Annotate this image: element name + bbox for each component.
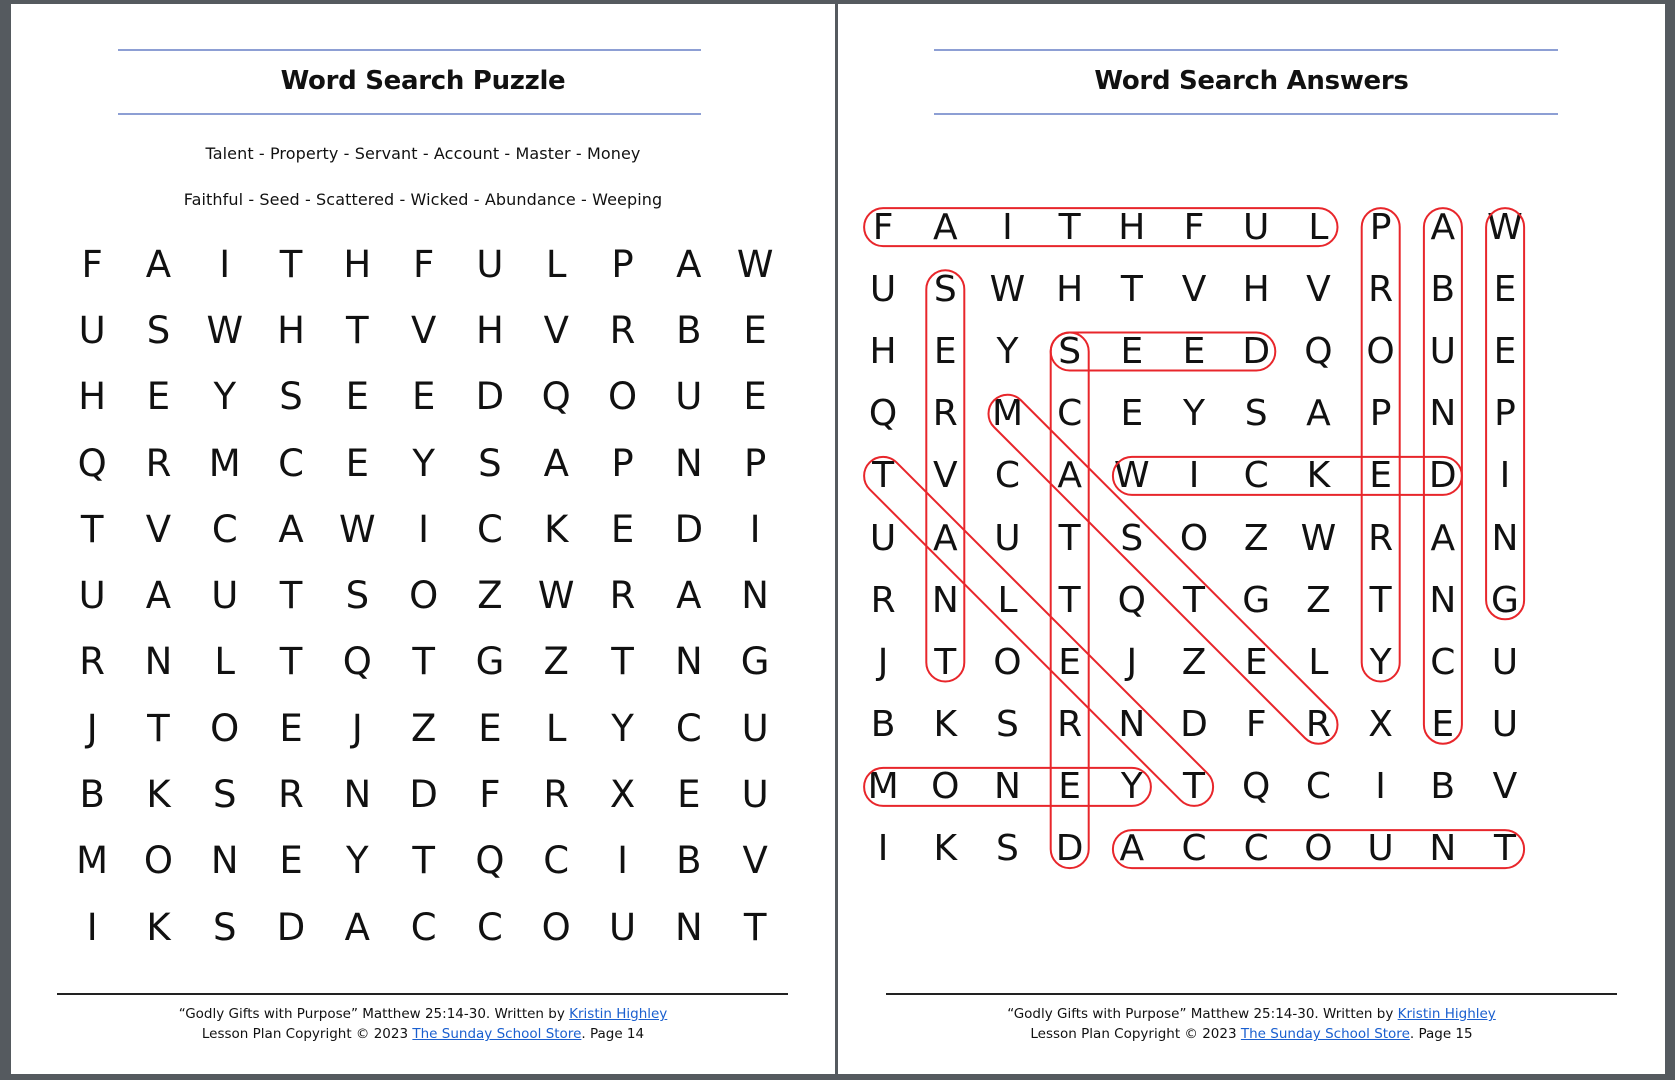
grid-letter: T [279,574,303,618]
grid-letter: N [343,773,372,817]
grid-letter: Q [1304,330,1333,372]
grid-letter: G [1242,579,1271,621]
grid-letter: V [1492,766,1518,808]
grid-letter: N [1429,393,1457,435]
grid-letter: E [1058,766,1082,808]
grid-letter: N [674,905,703,949]
grid-letter: O [1179,517,1209,559]
grid-letter: D [276,905,306,949]
grid-letter: K [544,507,569,551]
grid-letter: S [478,441,502,485]
grid-letter: U [1491,704,1519,746]
grid-letter: D [1428,455,1457,497]
grid-letter: Z [410,706,437,750]
grid-letter: N [994,766,1021,808]
grid-letter: R [278,773,304,817]
grid-letter: F [1183,206,1205,248]
grid-letter: L [545,242,567,286]
grid-letter: R [1368,268,1394,310]
grid-letter: R [543,773,570,817]
footer-line-2 [838,1024,1665,1044]
author-link[interactable]: Kristin Highley [1397,1006,1496,1022]
grid-letter: Y [1183,393,1206,435]
grid-letter: L [545,706,567,750]
grid-letter: N [144,640,173,684]
grid-letter: C [1243,455,1269,497]
grid-letter: E [933,330,957,372]
footer-citation: “Godly Gifts with Purpose” Matthew 25:14-30. Written by [1007,1006,1398,1022]
grid-letter: U [869,517,897,559]
store-link[interactable]: The Sunday School Store [1240,1026,1410,1042]
grid-letter: I [617,839,628,883]
grid-letter: C [1430,641,1456,683]
grid-letter: O [607,375,638,419]
grid-letter: W [736,242,774,286]
grid-letter: H [343,242,372,286]
grid-letter: M [991,393,1023,435]
grid-letter: U [476,242,504,286]
grid-letter: I [1188,455,1200,497]
footer-line-1 [11,1004,835,1024]
grid-letter: N [210,839,239,883]
grid-letter: U [1491,641,1519,683]
grid-letter: A [1306,393,1331,435]
grid-letter: P [1494,393,1516,435]
grid-letter: T [1369,579,1392,621]
grid-letter: C [994,455,1021,497]
grid-letter: O [1366,330,1395,372]
grid-letter: T [611,640,634,684]
grid-letter: T [412,839,435,883]
grid-letter: R [1305,704,1331,746]
grid-letter: T [279,242,303,286]
grid-letter: T [346,308,369,352]
grid-letter: G [475,640,505,684]
grid-letter: W [1487,206,1523,248]
grid-letter: A [1430,517,1456,559]
grid-letter: P [611,242,634,286]
grid-letter: T [1493,828,1516,870]
grid-letter: P [1369,393,1392,435]
grid-letter: E [1431,704,1455,746]
grid-letter: T [1058,579,1081,621]
grid-letter: N [1429,828,1457,870]
grid-letter: C [1181,828,1207,870]
grid-letter: A [932,517,958,559]
grid-letter: T [934,641,957,683]
grid-letter: O [541,905,571,949]
grid-letter: T [80,507,104,551]
grid-letter: O [143,839,173,883]
grid-letter: D [1055,828,1084,870]
grid-letter: W [537,574,575,618]
grid-letter: X [1368,704,1393,746]
grid-letter: I [219,242,231,286]
grid-letter: B [676,839,702,883]
puzzle-grid [59,231,788,960]
grid-letter: E [279,706,303,750]
grid-letter: L [1308,641,1329,683]
grid-letter: Z [543,640,569,684]
grid-letter: E [345,375,370,419]
grid-letter: W [1114,455,1150,497]
title-bottom-rule [118,113,701,115]
grid-letter: C [675,706,702,750]
grid-letter: E [1120,330,1144,372]
grid-letter: R [609,574,636,618]
grid-letter: Y [213,375,237,419]
grid-letter: E [610,507,635,551]
grid-letter: V [145,507,172,551]
grid-letter: B [79,773,105,817]
grid-letter: H [277,308,305,352]
grid-letter: E [1182,330,1206,372]
grid-letter: L [997,579,1018,621]
grid-letter: H [1056,268,1084,310]
grid-letter: A [1057,455,1082,497]
grid-letter: Q [1242,766,1271,808]
grid-letter: E [478,706,502,750]
store-link[interactable]: The Sunday School Store [412,1026,582,1042]
grid-letter: I [877,828,889,870]
grid-letter: S [1058,330,1082,372]
grid-letter: U [78,574,106,618]
grid-letter: R [609,308,636,352]
grid-letter: Q [342,640,372,684]
grid-letter: U [1429,330,1456,372]
grid-letter: U [608,905,637,949]
grid-letter: Z [1306,579,1331,621]
grid-letter: S [146,308,171,352]
grid-letter: S [996,828,1019,870]
grid-letter: I [418,507,430,551]
grid-letter: D [1180,704,1208,746]
grid-letter: N [1429,579,1457,621]
grid-letter: T [1120,268,1143,310]
grid-letter: E [411,375,436,419]
grid-letter: X [609,773,636,817]
grid-letter: T [1183,766,1206,808]
grid-letter: U [1243,206,1270,248]
grid-letter: V [410,308,437,352]
grid-letter: Z [1181,641,1207,683]
grid-letter: H [1242,268,1270,310]
grid-letter: E [1493,330,1517,372]
grid-letter: I [1499,455,1511,497]
grid-letter: B [676,308,702,352]
grid-letter: Y [611,706,634,750]
grid-letter: S [1120,517,1144,559]
author-link[interactable]: Kristin Highley [569,1006,668,1022]
grid-letter: J [351,706,363,750]
grid-letter: Y [346,839,369,883]
grid-letter: T [147,706,170,750]
grid-letter: N [674,640,703,684]
grid-letter: I [749,507,761,551]
grid-letter: U [1367,828,1394,870]
grid-letter: E [677,773,701,817]
grid-letter: K [146,905,171,949]
title-bottom-rule [934,113,1558,115]
grid-letter: S [1244,393,1268,435]
grid-letter: R [870,579,896,621]
grid-letter: T [743,905,767,949]
grid-letter: Q [77,441,107,485]
grid-letter: W [206,308,244,352]
grid-letter: J [877,641,889,683]
grid-letter: K [146,773,171,817]
grid-letter: S [345,574,370,618]
grid-letter: K [933,704,958,746]
title-top-rule [934,49,1558,51]
grid-letter: C [211,507,238,551]
page-footer [11,1004,835,1044]
grid-letter: S [279,375,303,419]
grid-letter: O [931,766,960,808]
grid-letter: M [76,839,109,883]
grid-letter: T [1058,206,1081,248]
grid-letter: C [543,839,570,883]
footer-line-1 [838,1004,1665,1024]
grid-letter: F [1245,704,1267,746]
grid-letter: L [1308,206,1329,248]
grid-letter: Y [1369,641,1392,683]
grid-letter: F [412,242,435,286]
grid-letter: V [742,839,768,883]
grid-letter: A [676,242,702,286]
grid-letter: E [1493,268,1517,310]
footer-rule [886,993,1617,995]
grid-letter: R [79,640,105,684]
grid-letter: U [994,517,1021,559]
grid-letter: P [743,441,767,485]
grid-letter: S [933,268,957,310]
grid-letter: N [1491,517,1519,559]
grid-letter: B [1430,268,1456,310]
grid-letter: H [476,308,504,352]
footer-rule [57,993,788,995]
grid-letter: S [212,773,237,817]
grid-letter: I [86,905,98,949]
grid-letter: D [1242,330,1271,372]
grid-letter: T [1058,517,1081,559]
grid-letter: Y [1120,766,1143,808]
grid-letter: I [1375,766,1386,808]
grid-letter: F [81,242,103,286]
grid-letter: D [409,773,438,817]
grid-letter: E [279,839,303,883]
grid-letter: C [410,905,437,949]
grid-letter: Q [1117,579,1147,621]
grid-letter: W [339,507,376,551]
grid-letter: Z [1243,517,1269,559]
grid-letter: N [931,579,959,621]
grid-letter: C [477,507,503,551]
grid-letter: C [278,441,304,485]
answers-page [838,4,1665,1074]
grid-letter: Y [996,330,1019,372]
word-list-line-2: Faithful - Seed - Scattered - Wicked - Abundance - Weeping [183,190,663,209]
grid-letter: W [1300,517,1337,559]
grid-letter: U [741,706,769,750]
grid-letter: A [676,574,702,618]
grid-letter: T [412,640,435,684]
grid-letter: C [1243,828,1269,870]
title-top-rule [118,49,701,51]
grid-letter: A [145,574,172,618]
grid-letter: C [477,905,503,949]
grid-letter: C [1057,393,1083,435]
grid-letter: A [145,242,172,286]
grid-letter: B [870,704,896,746]
grid-letter: L [214,640,236,684]
grid-letter: Q [541,375,571,419]
grid-letter: J [86,706,98,750]
footer-line-2 [11,1024,835,1044]
grid-letter: I [1002,206,1013,248]
grid-letter: O [210,706,240,750]
grid-letter: A [278,507,304,551]
grid-letter: D [475,375,505,419]
grid-letter: A [344,905,370,949]
grid-letter: C [1305,766,1331,808]
grid-letter: Z [477,574,503,618]
grid-letter: U [675,375,703,419]
footer-copyright: Lesson Plan Copyright © 2023 [201,1026,413,1042]
page-title: Word Search Answers [1094,66,1409,96]
grid-letter: N [674,441,703,485]
grid-letter: U [869,268,897,310]
word-list-line-1: Talent - Property - Servant - Account - Master - Money [205,144,641,163]
footer-copyright: Lesson Plan Copyright © 2023 [1030,1026,1241,1042]
grid-letter: A [932,206,958,248]
grid-letter: E [1369,455,1392,497]
grid-letter: R [145,441,172,485]
grid-letter: U [78,308,106,352]
grid-letter: Q [475,839,505,883]
grid-letter: U [211,574,239,618]
grid-letter: V [1306,268,1331,310]
grid-letter: V [1181,268,1207,310]
answer-grid [852,196,1536,880]
page-footer [838,1004,1665,1044]
grid-letter: H [1118,206,1146,248]
grid-letter: O [1304,828,1333,870]
page-number: . Page 14 [581,1026,645,1042]
grid-letter: P [1369,206,1392,248]
grid-letter: S [996,704,1019,746]
grid-letter: S [212,905,237,949]
page-title: Word Search Puzzle [280,66,566,96]
grid-letter: A [1119,828,1145,870]
grid-letter: T [1183,579,1206,621]
grid-letter: N [1118,704,1146,746]
grid-letter: E [1120,393,1144,435]
grid-letter: H [78,375,107,419]
grid-letter: K [1306,455,1331,497]
grid-letter: V [932,455,958,497]
grid-letter: E [1244,641,1268,683]
grid-letter: H [869,330,897,372]
grid-letter: E [743,308,767,352]
grid-letter: M [867,766,899,808]
grid-letter: V [543,308,569,352]
grid-letter: R [1057,704,1083,746]
grid-letter: J [1126,641,1138,683]
grid-letter: N [741,574,769,618]
grid-letter: B [1430,766,1456,808]
grid-letter: O [993,641,1022,683]
grid-letter: P [611,441,634,485]
grid-letter: W [989,268,1026,310]
grid-letter: F [479,773,501,817]
grid-letter: T [279,640,303,684]
grid-letter: F [872,206,894,248]
grid-letter: T [872,455,895,497]
grid-letter: D [674,507,704,551]
grid-letter: A [543,441,569,485]
grid-letter: R [1368,517,1394,559]
footer-citation: “Godly Gifts with Purpose” Matthew 25:14-30. Written by [178,1006,570,1022]
grid-letter: E [345,441,370,485]
grid-letter: U [741,773,769,817]
grid-letter: K [933,828,958,870]
grid-letter: E [1058,641,1082,683]
grid-letter: Q [868,393,898,435]
grid-letter: Y [412,441,435,485]
puzzle-page [11,4,835,1074]
grid-letter: E [743,375,767,419]
grid-letter: A [1430,206,1456,248]
grid-letter: G [740,640,770,684]
grid-letter: M [208,441,241,485]
grid-letter: O [409,574,439,618]
grid-letter: R [932,393,958,435]
page-number: . Page 15 [1409,1026,1473,1042]
grid-letter: E [146,375,171,419]
grid-letter: G [1491,579,1519,621]
